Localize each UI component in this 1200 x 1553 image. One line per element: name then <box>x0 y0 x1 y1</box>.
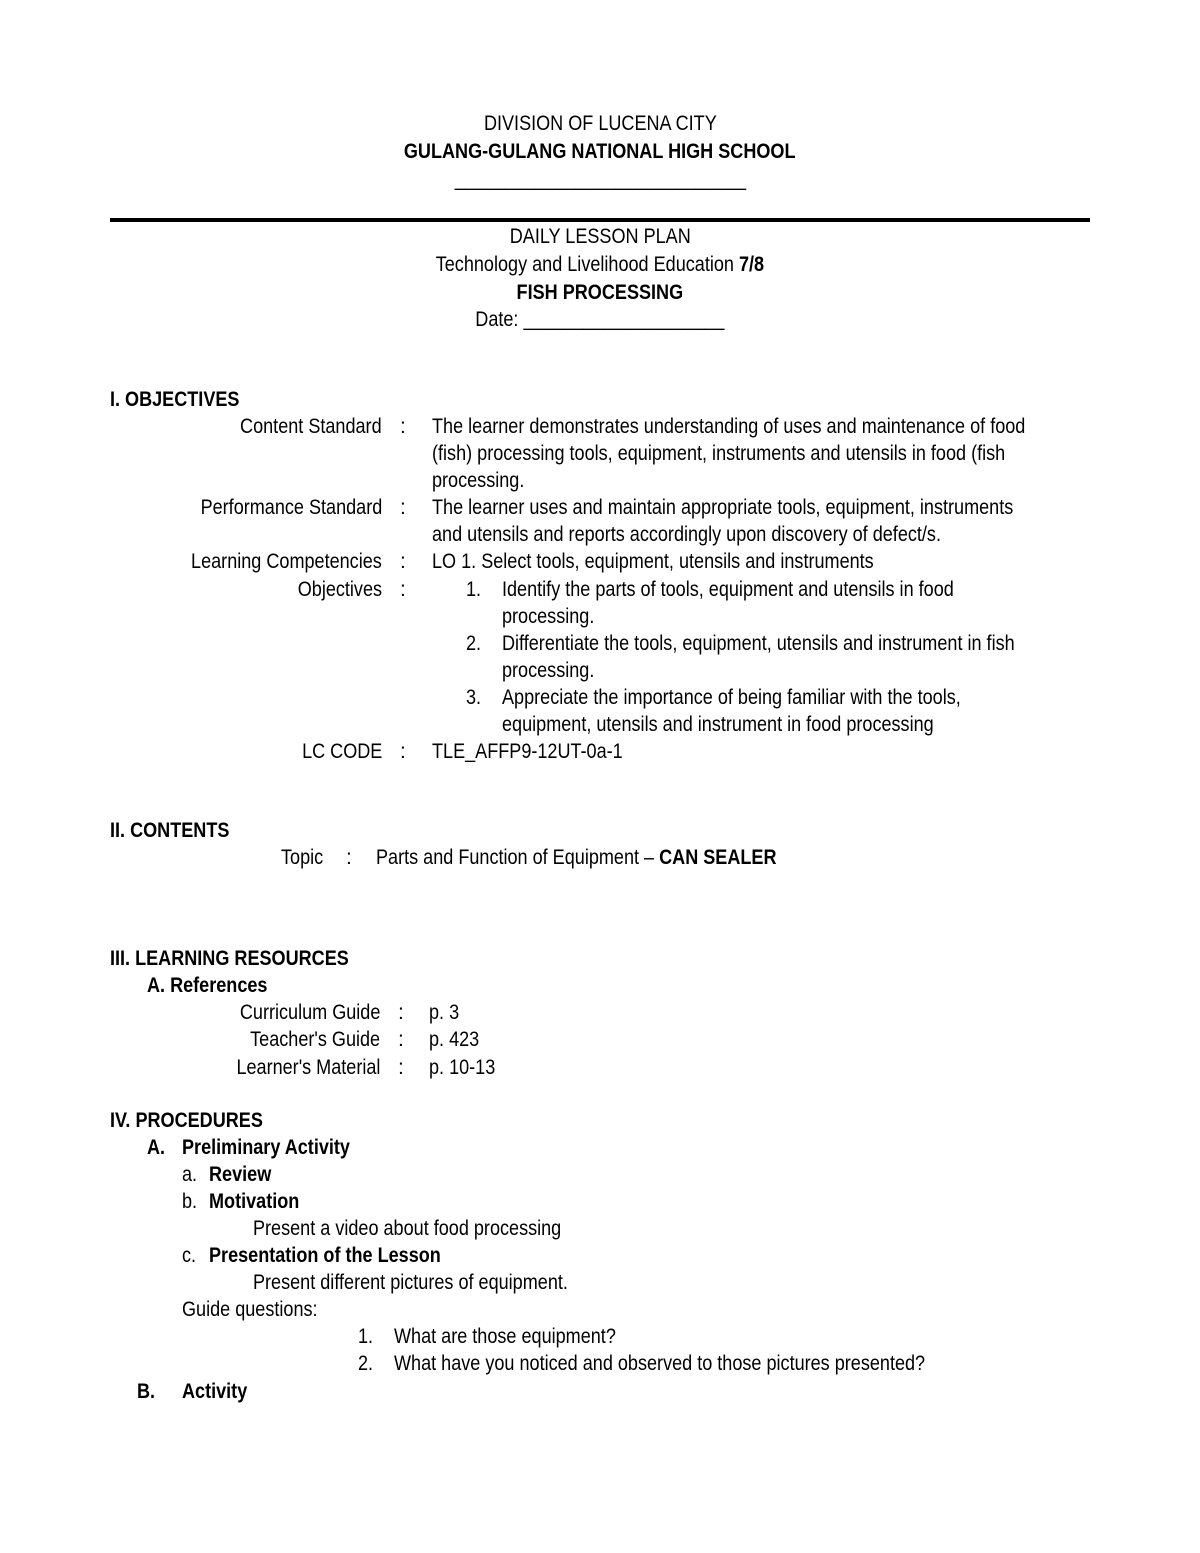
curriculum-guide-label: Curriculum Guide <box>239 1001 380 1024</box>
objective-number-2: 2. <box>466 632 482 655</box>
date-blank: ____________________ <box>523 308 725 331</box>
question-2-text: What have you noticed and observed to those pictures presented? <box>394 1352 926 1375</box>
curriculum-guide-value: p. 3 <box>429 1001 460 1024</box>
preliminary-marker: A. <box>147 1136 166 1159</box>
colon: : <box>400 496 406 519</box>
review-title: Review <box>209 1163 272 1186</box>
topic-value <box>376 846 842 870</box>
topic-equipment: CAN SEALER <box>659 846 777 869</box>
objective-2-line-1: Differentiate the tools, equipment, utensils and instrument in fish <box>502 632 1015 655</box>
presentation-title: Presentation of the Lesson <box>209 1244 441 1267</box>
learners-material-value: p. 10-13 <box>429 1056 496 1079</box>
performance-standard-label: Performance Standard <box>200 496 382 519</box>
colon: : <box>398 1056 404 1079</box>
header-divider <box>110 218 1090 222</box>
objective-number-1: 1. <box>466 578 482 601</box>
objective-1-line-1: Identify the parts of tools, equipment and utensils in food <box>502 578 954 601</box>
motivation-title: Motivation <box>209 1190 300 1213</box>
content-standard-line-1: The learner demonstrates understanding of uses and maintenance of food <box>432 415 1026 438</box>
teachers-guide-label: Teacher's Guide <box>250 1028 380 1051</box>
presentation-detail: Present different pictures of equipment. <box>253 1271 568 1294</box>
content-standard-line-3: processing. <box>432 469 525 492</box>
header-blank-line: _____________________________ <box>454 168 746 191</box>
contents-heading: II. CONTENTS <box>110 819 230 842</box>
colon: : <box>398 1001 404 1024</box>
activity-title: Activity <box>182 1380 248 1403</box>
lc-code-value: TLE_AFFP9-12UT-0a-1 <box>432 740 623 763</box>
school-name: GULANG-GULANG NATIONAL HIGH SCHOOL <box>404 140 796 163</box>
learners-material-label: Learner's Material <box>236 1056 380 1079</box>
question-1-text: What are those equipment? <box>394 1325 616 1348</box>
performance-standard-line-1: The learner uses and maintain appropriate tools, equipment, instruments <box>432 496 1014 519</box>
content-standard-line-2: (fish) processing tools, equipment, instruments and utensils in food (fish <box>432 442 1006 465</box>
colon: : <box>400 740 406 763</box>
objective-number-3: 3. <box>466 686 482 709</box>
division-title: DIVISION OF LUCENA CITY <box>483 112 717 135</box>
question-number-2: 2. <box>358 1352 374 1375</box>
lc-code-label: LC CODE <box>301 740 382 763</box>
colon: : <box>400 550 406 573</box>
colon: : <box>400 415 406 438</box>
review-marker: a. <box>182 1163 198 1186</box>
objective-3-line-1: Appreciate the importance of being familiar with the tools, <box>502 686 961 709</box>
date-label: Date: <box>475 308 519 331</box>
doc-type: DAILY LESSON PLAN <box>509 225 691 248</box>
objective-2-line-2: processing. <box>502 659 595 682</box>
learning-competencies-label: Learning Competencies <box>191 550 382 573</box>
date-line <box>0 308 1200 332</box>
teachers-guide-value: p. 423 <box>429 1028 480 1051</box>
topic-label: Topic <box>281 846 324 869</box>
objectives-label: Objectives <box>297 578 382 601</box>
motivation-marker: b. <box>182 1190 198 1213</box>
resources-heading: III. LEARNING RESOURCES <box>110 947 349 970</box>
content-standard-label: Content Standard <box>240 415 382 438</box>
colon: : <box>400 578 406 601</box>
guide-questions-label: Guide questions: <box>182 1298 318 1321</box>
objectives-heading: I. OBJECTIVES <box>110 388 240 411</box>
preliminary-activity-title: Preliminary Activity <box>182 1136 350 1159</box>
subject-line <box>0 253 1200 277</box>
grade-level: 7/8 <box>739 253 765 276</box>
colon: : <box>398 1028 404 1051</box>
performance-standard-line-2: and utensils and reports accordingly upon discovery of defect/s. <box>432 523 941 546</box>
topic-text: Parts and Function of Equipment – <box>376 846 655 869</box>
question-number-1: 1. <box>358 1325 374 1348</box>
subject-name: Technology and Livelihood Education <box>435 253 735 276</box>
motivation-detail: Present a video about food processing <box>253 1217 562 1240</box>
objective-3-line-2: equipment, utensils and instrument in food processing <box>502 713 934 736</box>
procedures-heading: IV. PROCEDURES <box>110 1109 263 1132</box>
activity-marker: B. <box>137 1380 156 1403</box>
learning-competencies-value: LO 1. Select tools, equipment, utensils and instruments <box>432 550 874 573</box>
presentation-marker: c. <box>182 1244 197 1267</box>
topic-title: FISH PROCESSING <box>516 281 684 304</box>
objective-1-line-2: processing. <box>502 605 595 628</box>
colon: : <box>346 846 352 869</box>
references-heading: A. References <box>147 974 268 997</box>
